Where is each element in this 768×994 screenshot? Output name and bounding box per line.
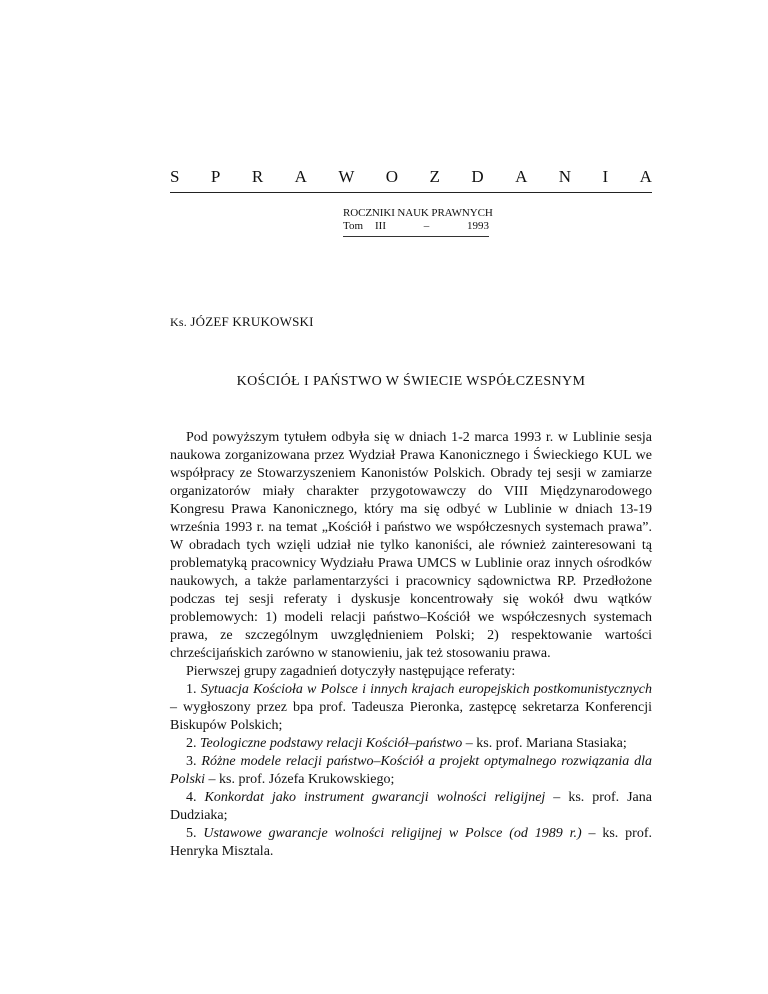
item-number: 2. <box>186 736 197 751</box>
section-header-letter: A <box>639 167 652 186</box>
item-title: Ustawowe gwarancje wolności religijnej w Polsce (od 1989 r.) <box>203 826 582 841</box>
section-header-letter: R <box>251 167 264 186</box>
item-number: 5. <box>186 826 197 841</box>
section-header-letter: A <box>515 167 528 186</box>
intro-paragraph: Pod powyższym tytułem odbyła się w dniach 1-2 marca 1993 r. w Lublinie sesja naukowa zorganizowana przez Wydział Prawa Kanonicznego i Świeckiego KUL we współpracy ze Stowarzyszeniem Kanonistów Polskich. Obrady tej sesji w zamiarze organizatorów miały charakter przygotowawczy do VIII Międzynarodowego Kongresu Prawa Kanonicznego, który ma się odbyć w Lublinie w dniach 13-19 września 1993 r. na temat „Kościół i państwo we współczesnych systemach prawa”. W obradach tych wzięli udział nie tylko kanoniści, ale również zainteresowani tą problematyką pracownicy Wydziału Prawa UMCS w Lublinie oraz innych ośrodków naukowych, a także parlamentarzyści i pracownicy sądownictwa RP. Przedłożone podczas tej sesji referaty i dyskusje koncentrowały się wokół dwu wątków problemowych: 1) modeli relacji państwo–Kościół we współczesnych systemach prawa, ze szczególnym uwzględnieniem Polski; 2) respektowanie wartości chrześcijańskich zarówno w stanowieniu, jak też stosowaniu prawa. <box>170 430 652 661</box>
item-number: 3. <box>186 754 197 769</box>
section-header-letter: I <box>602 167 609 186</box>
list-item <box>170 789 652 825</box>
item-title: Sytuacja Kościoła w Polsce i innych krajach europejskich postkomunistycznych <box>200 682 652 697</box>
list-item <box>170 681 652 735</box>
section-header-letter: O <box>385 167 399 186</box>
item-title: Konkordat jako instrument gwarancji wolności religijnej <box>204 790 546 805</box>
item-speaker: – wygłoszony przez bpa prof. Tadeusza Pieronka, zastępcę sekretarza Konferencji Biskupów Polskich; <box>170 700 652 733</box>
item-speaker: – ks. prof. Henryka Misztala. <box>170 826 652 859</box>
section-header <box>170 167 652 187</box>
journal-divider <box>343 236 489 237</box>
item-title: Teologiczne podstawy relacji Kościół–państwo <box>200 736 463 751</box>
article-body <box>170 429 652 861</box>
item-number: 1. <box>186 682 197 697</box>
section-divider <box>170 192 652 193</box>
section-header-letter: N <box>558 167 572 186</box>
item-number: 4. <box>186 790 197 805</box>
author-prefix: Ks. <box>170 315 187 329</box>
list-item <box>170 735 652 753</box>
section-header-letter: Z <box>429 167 440 186</box>
item-speaker: – ks. prof. Mariana Stasiaka; <box>462 736 627 751</box>
item-speaker: – ks. prof. Jana Dudziaka; <box>170 790 652 823</box>
item-title: Różne modele relacji państwo–Kościół a projekt optymalnego rozwiązania dla Polski <box>170 754 652 787</box>
journal-volume-row <box>343 220 489 233</box>
journal-info <box>343 207 493 237</box>
article-title: KOŚCIÓŁ I PAŃSTWO W ŚWIECIE WSPÓŁCZESNYM <box>236 374 586 389</box>
group-intro-paragraph: Pierwszej grupy zagadnień dotyczyły następujące referaty: <box>186 664 516 679</box>
list-item <box>170 825 652 861</box>
item-speaker: – ks. prof. Józefa Krukowskiego; <box>205 772 395 787</box>
journal-year: 1993 <box>466 220 489 232</box>
volume-dash: – <box>423 220 430 232</box>
section-header-letter: A <box>294 167 307 186</box>
author-name: JÓZEF KRUKOWSKI <box>190 314 314 329</box>
author-line <box>170 314 314 330</box>
section-header-letter: W <box>338 167 355 186</box>
section-header-letter: S <box>170 167 180 186</box>
tom-label: Tom <box>343 220 364 232</box>
section-header-letter: P <box>210 167 221 186</box>
list-item <box>170 753 652 789</box>
volume-number: III <box>375 220 387 232</box>
journal-name: ROCZNIKI NAUK PRAWNYCH <box>343 207 493 219</box>
section-header-letter: D <box>471 167 484 186</box>
